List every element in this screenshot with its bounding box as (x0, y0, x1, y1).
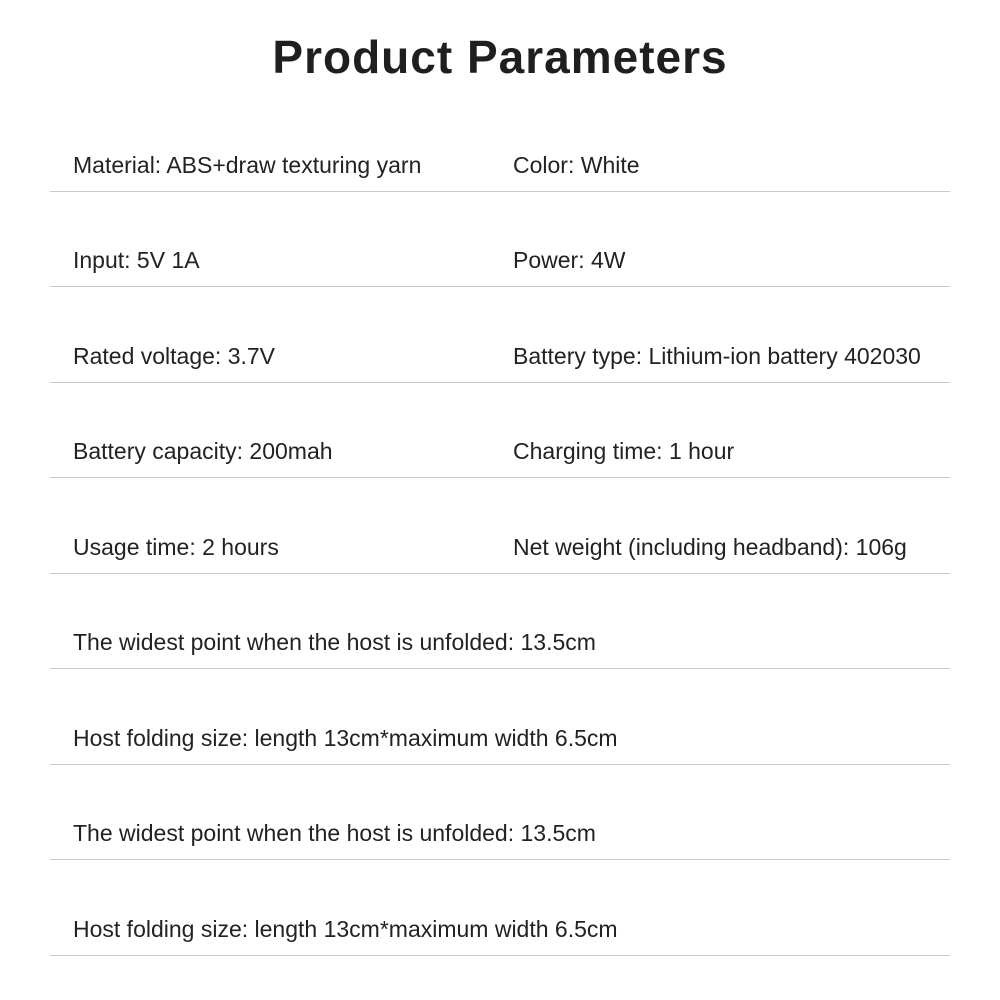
parameter-left-label: Material: ABS+draw texturing yarn (73, 151, 422, 178)
parameter-left-label: Rated voltage: 3.7V (73, 342, 276, 369)
page-title: Product Parameters (272, 31, 728, 83)
parameter-row (50, 96, 950, 192)
parameter-row (50, 383, 950, 479)
parameter-right-label: Power: 4W (513, 247, 626, 273)
parameter-row (50, 287, 950, 383)
parameter-right-label: Color: White (513, 151, 640, 178)
parameter-left-label: Usage time: 2 hours (73, 533, 279, 560)
parameter-right-label: Battery type: Lithium-ion battery 402030 (513, 342, 921, 369)
parameter-left-label: The widest point when the host is unfolded: 13.5cm (73, 629, 596, 655)
parameter-row (50, 860, 950, 956)
parameter-row (50, 765, 950, 861)
parameter-left-label: Input: 5V 1A (73, 247, 200, 273)
title-bar (0, 0, 1000, 96)
parameter-row (50, 192, 950, 288)
parameter-left-label: Host folding size: length 13cm*maximum width 6.5cm (73, 724, 618, 751)
parameter-left-label: The widest point when the host is unfolded: 13.5cm (73, 820, 596, 846)
parameter-row (50, 574, 950, 670)
parameter-right-label: Net weight (including headband): 106g (513, 533, 907, 560)
parameter-left-label: Host folding size: length 13cm*maximum width 6.5cm (73, 915, 618, 942)
parameters-table (50, 96, 950, 956)
parameter-row (50, 669, 950, 765)
parameter-row (50, 478, 950, 574)
parameter-right-label: Charging time: 1 hour (513, 438, 735, 464)
parameter-left-label: Battery capacity: 200mah (73, 438, 333, 464)
